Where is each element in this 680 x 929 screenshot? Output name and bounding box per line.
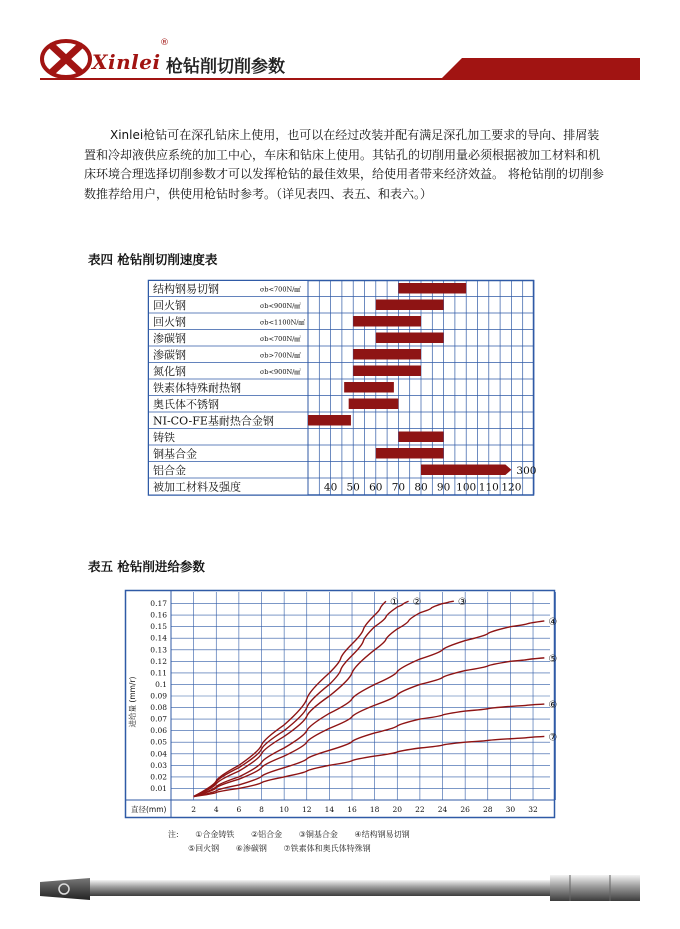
table5-y-tick-label: 0.17 [150,599,167,609]
table5-x-tick-label: 20 [392,805,403,814]
xinlei-logo-icon [40,38,92,80]
table5-y-tick-label: 0.11 [150,668,167,678]
table5-series-label: ② [412,597,422,609]
table4-tick-label: 60 [369,481,383,494]
table5-y-tick-label: 0.07 [150,714,167,724]
table4-tick-label: 40 [323,481,338,494]
table5-x-tick-label: 30 [505,805,516,814]
table5-title: 表五 枪钻削进给参数 [88,559,205,574]
table5-y-tick-label: 0.01 [150,783,167,793]
table5-chart [125,590,558,818]
table5-y-tick-label: 0.09 [150,691,167,701]
header-rule [40,78,640,80]
table5-y-tick-label: 0.03 [150,760,167,770]
table5-x-tick-label: 32 [528,805,538,814]
table4-range-bar [421,465,511,476]
table4-range-bar [353,349,421,360]
table4-material-label: 奥氏体不锈钢 [153,397,219,411]
table4-material-label: 铸铁 [153,430,175,444]
table4-range-bar [376,333,444,344]
table4-tick-label: 50 [346,481,360,494]
table4-strength-label: σb>700N/㎟ [260,351,301,360]
note-item: ⑤回火钢 [188,844,220,853]
table5-y-tick-label: 0.04 [150,749,167,759]
table5-x-tick-label: 26 [460,805,470,814]
table4-tick-label: 120 [501,481,522,494]
table4-range-bar [376,300,444,311]
table4-end-label: 300 [516,464,537,477]
table4-chart [148,280,537,504]
table4-range-bar [353,366,421,377]
notes-label: 注: [168,830,179,839]
table5-x-tick-label: 12 [301,805,312,814]
table5-x-tick-label: 10 [279,805,289,814]
table5-series-label: ① [389,597,399,609]
table5-y-label: 进给量 (mm/r) [128,676,137,728]
table5-y-tick-label: 0.08 [150,703,167,713]
table5-y-tick-label: 0.16 [150,610,167,620]
table4-range-bar [398,432,443,443]
table4-tick-label: 100 [456,481,477,494]
table4-tick-label: 70 [391,481,406,494]
table5-x-tick-label: 4 [213,805,219,814]
table5-x-tick-label: 16 [347,805,357,814]
table4-strength-label: σb<900N/㎟ [260,367,301,376]
table4-range-bar [349,399,399,410]
table5-y-tick-label: 0.02 [150,772,167,782]
table4-strength-label: σb<700N/㎟ [260,334,301,343]
page-title: 枪钻削切削参数 [166,57,285,77]
table4-tick-label: 110 [478,481,499,494]
intro-paragraph: Xinlei枪钻可在深孔钻床上使用，也可以在经过改装并配有满足深孔加工要求的导向、排屑装置和冷却液供应系统的加工中心，车床和钻床上使用。其钻孔的切削用量必须根据被加工材料和机床环境合理选择切削参数才可以发挥枪钻的最佳效果，给使用者带来经济效益。 将枪钻削的切削参数推荐给用户，供使用枪钻时参考。（详见表四、表五、和表六。） [84,128,604,201]
table5-series-label: ④ [548,616,558,628]
table5-x-tick-label: 18 [369,805,380,814]
table5-x-tick-label: 14 [324,805,335,814]
table5-y-tick-label: 0.13 [150,645,167,655]
table4-material-label: 回火钢 [153,315,186,329]
table4-x-label: 被加工材料及强度 [153,480,241,494]
table5-series-label: ⑤ [548,653,558,665]
notes-row-1 [168,829,424,840]
table5-x-label: 直径(mm) [131,805,167,814]
registered-mark: ® [160,38,169,48]
table4-material-label: 铁素体特殊耐热钢 [153,381,241,395]
table5-x-tick-label: 28 [483,805,493,814]
table5-y-tick-label: 0.06 [150,726,167,736]
notes-row-2 [188,843,385,854]
note-item: ⑥渗碳钢 [235,844,267,853]
table4-material-label: 渗碳钢 [153,331,186,345]
table5-series-label: ⑦ [548,732,558,744]
table5-series-label: ③ [457,597,467,609]
table5-series-label: ⑥ [548,700,558,712]
table5-x-tick-label: 8 [259,805,264,814]
note-item: ⑦铁素体和奥氏体特殊钢 [283,844,371,853]
table4-material-label: NI-CO-FE基耐热合金钢 [153,414,274,428]
table4-tick-label: 90 [436,481,451,494]
brand-name: Xinlei [92,50,161,74]
note-item: ④结构钢易切钢 [354,830,410,839]
table5-y-tick-label: 0.15 [150,622,167,632]
table5-x-tick-label: 2 [191,805,197,814]
table5-y-tick-label: 0.05 [150,737,167,747]
table4-material-label: 渗碳钢 [153,348,186,362]
table4-range-bar [353,316,421,327]
table4-range-bar [398,283,466,294]
header-red-band [440,58,640,80]
table4-material-label: 氮化钢 [153,364,186,378]
gun-drill-image [40,872,640,906]
table5-x-tick-label: 24 [437,805,448,814]
table4-strength-label: σb<900N/㎟ [260,301,301,310]
note-item: ②铝合金 [250,830,283,839]
table5-x-tick-label: 6 [236,805,242,814]
table5-frame [126,591,558,818]
table4-range-bar [376,448,444,459]
table5-y-tick-label: 0.14 [150,633,167,643]
note-item: ③铜基合金 [298,830,338,839]
table4-material-label: 回火钢 [153,298,186,312]
table4-tick-label: 80 [414,481,428,494]
table5-x-tick-label: 22 [415,805,425,814]
note-item: ①合金铸铁 [195,830,235,839]
table5-y-tick-label: 0.1 [155,679,167,689]
table5-y-tick-label: 0.12 [150,656,167,666]
table4-range-bar [308,415,351,426]
table4-material-label: 铝合金 [153,463,186,477]
table4-title: 表四 枪钻削切削速度表 [88,252,218,267]
table4-material-label: 铜基合金 [153,447,197,461]
table4-strength-label: σb<1100N/㎟ [260,318,305,327]
table4-material-label: 结构钢易切钢 [153,282,219,296]
table4-strength-label: σb<700N/㎟ [260,285,301,294]
table4-range-bar [344,382,394,393]
